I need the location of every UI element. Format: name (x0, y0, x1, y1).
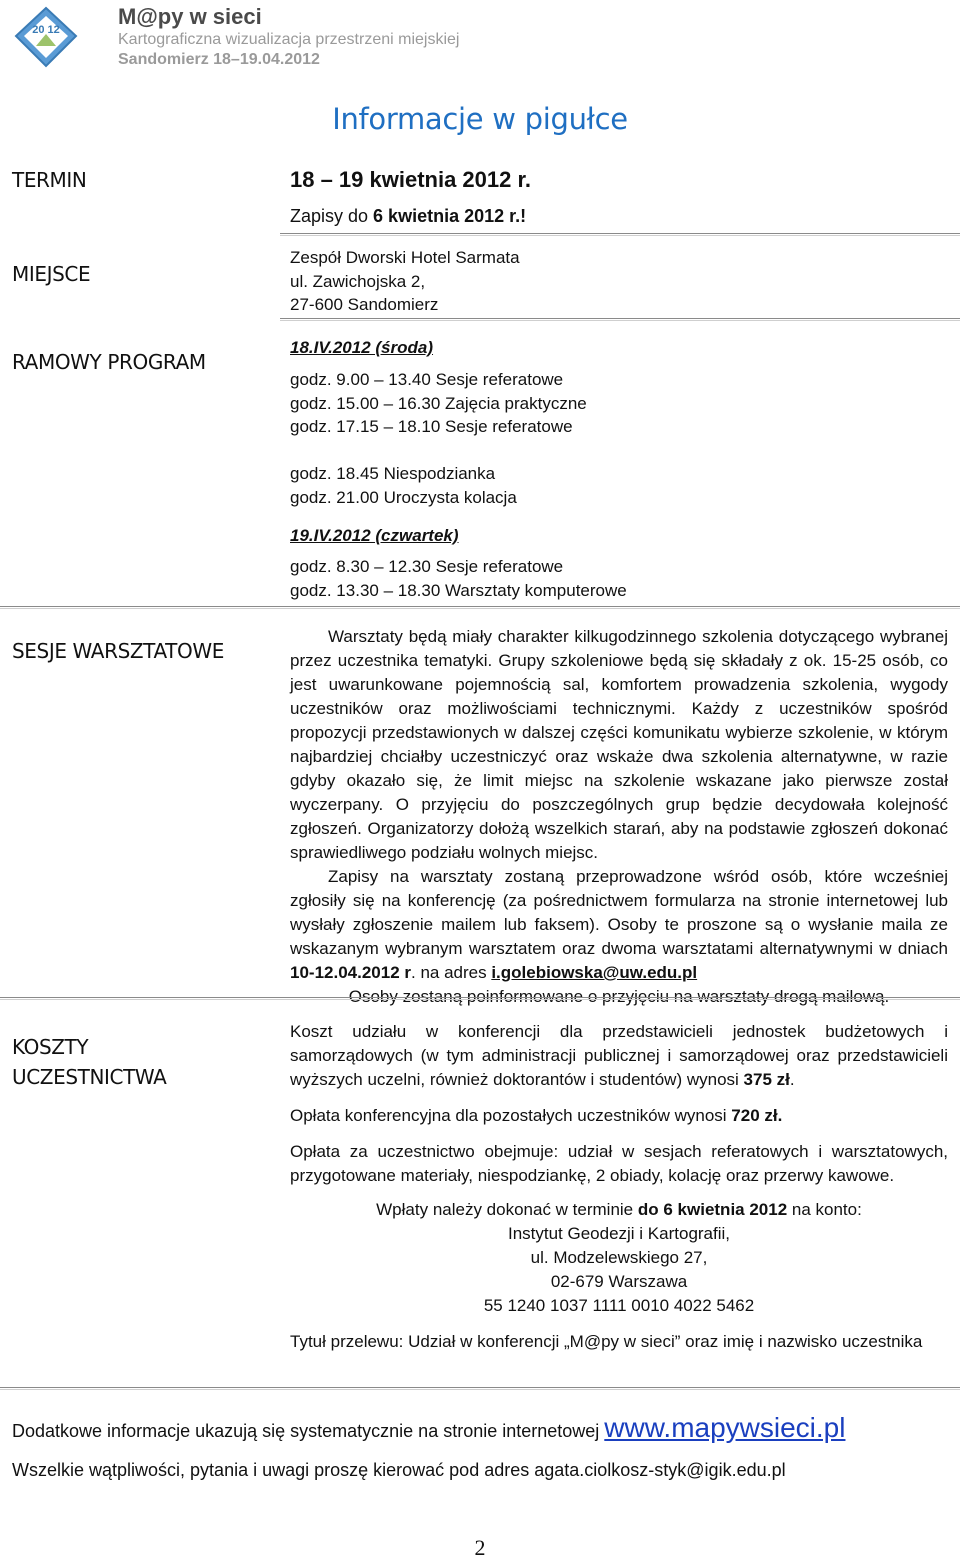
koszty-label: KOSZTY (12, 1035, 89, 1059)
payment-info (290, 1198, 948, 1318)
divider (280, 318, 960, 321)
termin-label: TERMIN (12, 168, 87, 192)
divider (280, 233, 960, 236)
transfer-title: Tytuł przelewu: Udział w konferencji „M@py w sieci” oraz imię i nazwisko uczestnika (290, 1332, 923, 1351)
schedule-item: godz. 8.30 – 12.30 Sesje referatowe (290, 557, 564, 576)
divider (0, 997, 960, 1000)
workshop-description (290, 625, 948, 1009)
account-number: 55 1240 1037 1111 0010 4022 5462 (483, 1296, 755, 1315)
divider (0, 606, 960, 609)
cost-para-1: Koszt udziału w konferencji dla przedstawicieli jednostek budżetowych i samorządowych (w tym administracji publicznej i samorządowej oraz przedstawicieli wyższych uczelni, również doktorantów i studentów) wynosi 375 zł. (290, 1022, 948, 1089)
sesje-label: SESJE WARSZTATOWE (12, 639, 224, 663)
divider (0, 1387, 960, 1390)
miejsce-label: MIEJSCE (12, 262, 91, 286)
venue-line: ul. Zawichojska 2, (290, 271, 426, 291)
venue-address (290, 246, 520, 317)
day2-heading: 19.IV.2012 (czwartek) (290, 526, 459, 545)
day1-evening (290, 462, 517, 509)
day1-schedule (290, 368, 587, 439)
logo-text: 20 12 (32, 24, 60, 36)
page-number: 2 (474, 1535, 486, 1560)
page-title: Informacje w pigułce (332, 102, 628, 136)
workshop-signup-para: Zapisy na warsztaty zostaną przeprowadzone wśród osób, które wcześniej zgłosiły się na konferencję (za pośrednictwem formularza na stronie internetowej lub wysłały zgłoszenie mailem lub faksem). Osoby te proszone są o wysłanie maila ze wskazanym wybranym warsztatem oraz dwoma warsztatami alternatywnymi w dniach 10-12.04.2012 r. na adres i.golebiowska@uw.edu.pl (290, 867, 948, 982)
day2-schedule (290, 555, 627, 602)
header-subtitle: Kartograficzna wizualizacja przestrzeni miejskiej (118, 31, 460, 48)
cost-para-2: Opłata konferencyjna dla pozostałych uczestników wynosi 720 zł. (290, 1106, 783, 1125)
venue-line: 27-600 Sandomierz (290, 295, 439, 314)
schedule-item: godz. 21.00 Uroczysta kolacja (290, 487, 517, 507)
schedule-item: godz. 13.30 – 18.30 Warsztaty komputerowe (290, 580, 627, 600)
conference-logo (14, 6, 78, 68)
workshop-notice: Osoby zostaną poinformowane o przyjęciu na warsztaty drogą mailową. (348, 987, 890, 1006)
cost-para-3: Opłata za uczestnictwo obejmuje: udział w sesjach referatowych i warsztatowych, przygotowane materiały, niespodziankę, 2 obiady, kolację oraz przerwy kawowe. (290, 1142, 948, 1185)
cost-info (290, 1020, 948, 1188)
workshop-para: Warsztaty będą miały charakter kilkugodzinnego szkolenia dotyczącego wybranej przez uczestnika tematyki. Grupy szkoleniowe będą się składały z ok. 15-25 osób, co jest uwarunkowane pojemnością sal, komfortem prowadzenia szkolenia, wygody uczestników oraz możliwościami technicznymi. Każdy z uczestników spośród propozycji przedstawionych w dalszej części komunikatu wybierze szkolenie, w którym najbardziej chciałby uczestniczyć oraz wskaże dwa szkolenia alternatywne, w razie gdyby okazało się, że limit miejsc na szkolenie wskazane jako pierwsze został wyczerpany. O przyjęciu do poszczególnych grup będzie decydowała kolejność zgłoszeń. Organizatorzy dołożą wszelkich starań, aby na podstawie zgłoszeń dokonać sprawiedliwego podziału wolnych miejsc. (290, 627, 948, 862)
signup-deadline: Zapisy do 6 kwietnia 2012 r.! (290, 206, 527, 226)
workshop-email-link[interactable]: i.golebiowska@uw.edu.pl (491, 963, 698, 982)
venue-line: Zespół Dworski Hotel Sarmata (290, 248, 520, 267)
footer-info: Dodatkowe informacje ukazują się systematycznie na stronie internetowej www.mapywsieci.pl (12, 1412, 846, 1443)
schedule-item: godz. 9.00 – 13.40 Sesje referatowe (290, 370, 564, 389)
website-link[interactable]: www.mapywsieci.pl (604, 1412, 846, 1443)
header-date: Sandomierz 18–19.04.2012 (118, 51, 320, 68)
payment-deadline: Wpłaty należy dokonać w terminie do 6 kwietnia 2012 na konto: (376, 1200, 862, 1219)
koszty-label-2: UCZESTNICTWA (12, 1065, 167, 1089)
account-line: 02-679 Warszawa (550, 1272, 688, 1291)
footer-contact: Wszelkie wątpliwości, pytania i uwagi proszę kierować pod adres agata.ciolkosz-styk@igik.edu.pl (12, 1460, 786, 1480)
schedule-item: godz. 15.00 – 16.30 Zajęcia praktyczne (290, 393, 587, 413)
account-line: Instytut Geodezji i Kartografii, (507, 1224, 731, 1243)
schedule-item: godz. 17.15 – 18.10 Sesje referatowe (290, 417, 573, 436)
schedule-item: godz. 18.45 Niespodzianka (290, 464, 496, 483)
termin-date: 18 – 19 kwietnia 2012 r. (290, 167, 531, 192)
day1-heading: 18.IV.2012 (środa) (290, 338, 434, 357)
program-label: RAMOWY PROGRAM (12, 350, 206, 374)
account-line: ul. Modzelewskiego 27, (530, 1248, 708, 1267)
header-title: M@py w sieci (118, 4, 262, 29)
